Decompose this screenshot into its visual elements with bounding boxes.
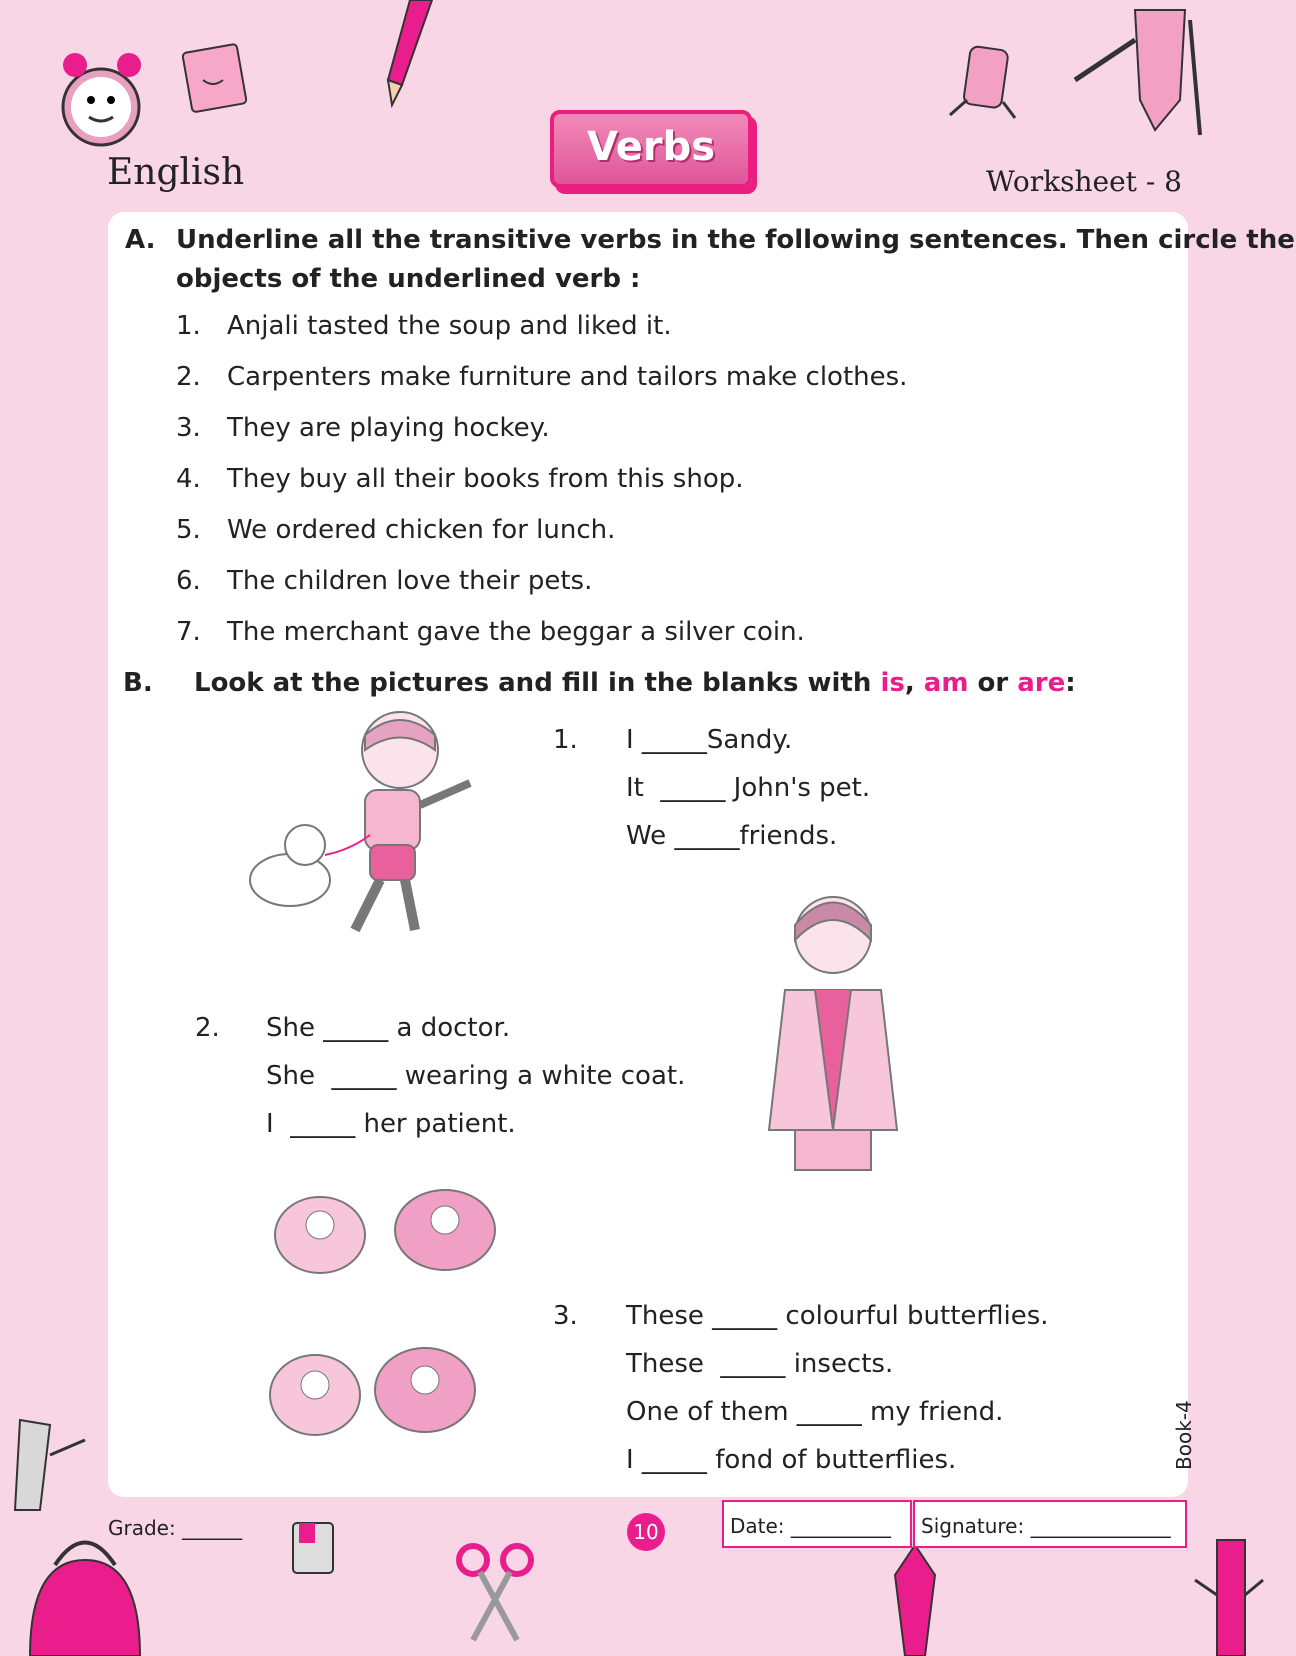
- list-item: [176, 362, 908, 392]
- worksheet-number: Worksheet - 8: [986, 165, 1182, 198]
- list-item: [176, 617, 805, 647]
- item-number: 1.: [176, 311, 201, 341]
- fill-blank-line: We _____friends.: [626, 821, 838, 851]
- fill-blank-line: One of them _____ my friend.: [626, 1397, 1004, 1427]
- alarm-clock-icon: [55, 45, 150, 155]
- sharpener-icon: [285, 1518, 345, 1588]
- section-b-letter: B.: [123, 668, 153, 698]
- page-number: 10: [627, 1513, 665, 1551]
- fill-blank-line: I _____ fond of butterflies.: [626, 1445, 957, 1475]
- list-item: [176, 515, 616, 545]
- item-text: We ordered chicken for lunch.: [227, 515, 616, 545]
- fill-blank-line: She _____ wearing a white coat.: [266, 1061, 686, 1091]
- section-a-instruction-line1: Underline all the transitive verbs in the following sentences. Then circle the: [176, 225, 1295, 255]
- butterflies-illustration: [260, 1185, 520, 1465]
- pencil-icon: [380, 0, 440, 110]
- word-are: are: [1017, 668, 1066, 698]
- fill-blank-line: I _____ her patient.: [266, 1109, 516, 1139]
- fill-blank-line: She _____ a doctor.: [266, 1013, 511, 1043]
- word-is: is: [880, 668, 905, 698]
- date-field[interactable]: [722, 1500, 912, 1548]
- item-text: The children love their pets.: [227, 566, 593, 596]
- pencil-icon: [880, 1545, 950, 1656]
- grade-field[interactable]: Grade: ______: [108, 1516, 243, 1540]
- fill-blank-line: These _____ insects.: [626, 1349, 894, 1379]
- word-am: am: [923, 668, 969, 698]
- section-b-instruction: [194, 663, 1076, 703]
- subject-label: English: [107, 152, 245, 193]
- list-item: [176, 566, 593, 596]
- boy-with-dog-illustration: [235, 705, 495, 965]
- item-number: 5.: [176, 515, 201, 545]
- item-number: 4.: [176, 464, 201, 494]
- scissors-icon: [455, 1540, 535, 1645]
- item-text: They are playing hockey.: [227, 413, 550, 443]
- item-text: Carpenters make furniture and tailors make clothes.: [227, 362, 908, 392]
- section-a-letter: A.: [125, 225, 156, 255]
- eraser-icon: [945, 40, 1025, 120]
- comma: ,: [904, 668, 915, 698]
- pencil-icon: [1195, 1540, 1265, 1656]
- signature-field[interactable]: [913, 1500, 1187, 1548]
- ruler-icon: [10, 1410, 90, 1520]
- item-text: They buy all their books from this shop.: [227, 464, 744, 494]
- date-label: Date: __________: [730, 1514, 891, 1538]
- item-number: 2.: [176, 362, 201, 392]
- group-number: 2.: [195, 1013, 220, 1043]
- fill-blank-line: It _____ John's pet.: [626, 773, 871, 803]
- page-title: Verbs: [550, 110, 752, 188]
- item-text: Anjali tasted the soup and liked it.: [227, 311, 672, 341]
- list-item: [176, 311, 672, 341]
- pencil-icon: [1075, 10, 1215, 140]
- item-number: 6.: [176, 566, 201, 596]
- list-item: [176, 464, 744, 494]
- item-number: 7.: [176, 617, 201, 647]
- bag-icon: [20, 1520, 150, 1656]
- book-label: Book-4: [1172, 1400, 1196, 1470]
- or-text: or: [968, 668, 1018, 698]
- item-text: The merchant gave the beggar a silver coin.: [227, 617, 805, 647]
- signature-label: Signature: ______________: [921, 1514, 1171, 1538]
- fill-blank-line: I _____Sandy.: [626, 725, 793, 755]
- section-a-instruction-line2: objects of the underlined verb :: [176, 264, 641, 294]
- doctor-illustration: [755, 880, 915, 1180]
- instruction-text: Look at the pictures and fill in the blanks with: [194, 668, 881, 698]
- notepad-icon: [175, 40, 255, 120]
- list-item: [176, 413, 550, 443]
- fill-blank-line: These _____ colourful butterflies.: [626, 1301, 1049, 1331]
- group-number: 3.: [553, 1301, 578, 1331]
- colon: :: [1065, 668, 1076, 698]
- item-number: 3.: [176, 413, 201, 443]
- group-number: 1.: [553, 725, 578, 755]
